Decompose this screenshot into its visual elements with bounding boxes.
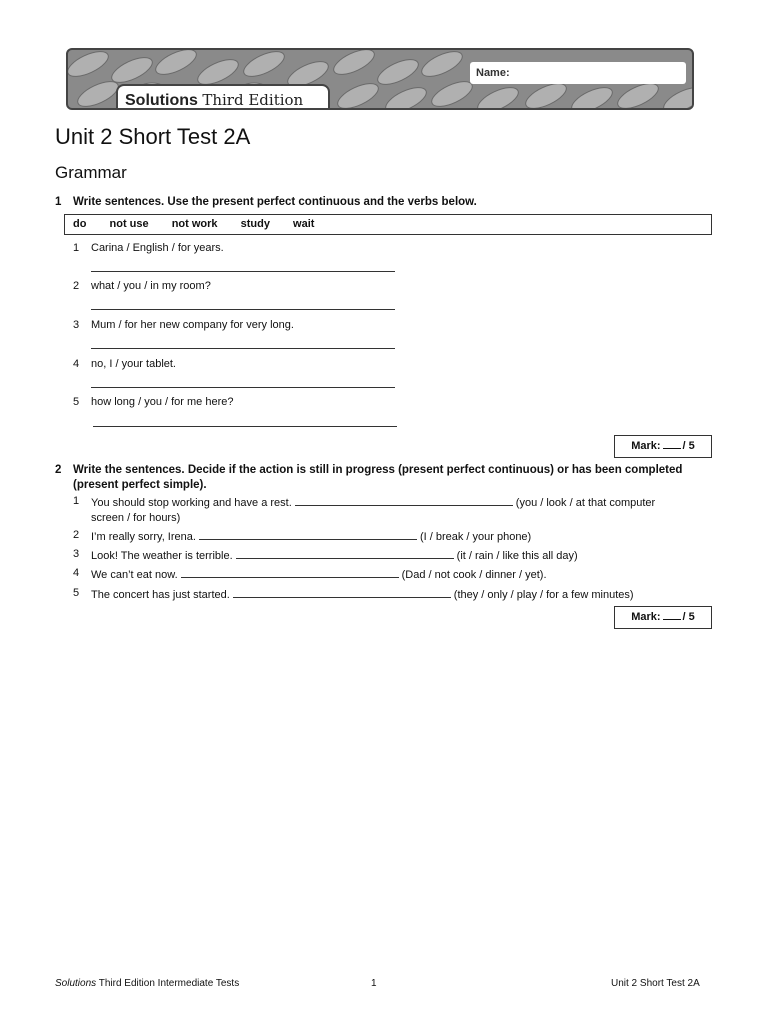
item-number: 3 bbox=[73, 548, 80, 560]
verb: do bbox=[73, 218, 87, 230]
item-number: 1 bbox=[73, 242, 80, 254]
item-number: 1 bbox=[73, 495, 80, 507]
verb: study bbox=[240, 218, 270, 230]
answer-blank[interactable] bbox=[295, 494, 513, 506]
exercise-2-heading bbox=[55, 463, 713, 493]
brand-bold: Solutions bbox=[125, 92, 198, 109]
page-title: Unit 2 Short Test 2A bbox=[55, 124, 251, 149]
answer-blank[interactable] bbox=[181, 566, 399, 578]
list-item bbox=[73, 494, 655, 526]
item-text-before: We can’t eat now. bbox=[91, 569, 178, 581]
answer-blank[interactable] bbox=[236, 547, 454, 559]
mark-total: / 5 bbox=[682, 611, 695, 623]
item-text-after: (you / look / at that computer bbox=[515, 497, 656, 509]
answer-line[interactable] bbox=[91, 387, 395, 388]
footer-left bbox=[55, 978, 239, 989]
item-text-before: You should stop working and have a rest. bbox=[91, 497, 292, 509]
exercise-number: 1 bbox=[55, 196, 62, 208]
item-prompt: no, I / your tablet. bbox=[91, 358, 176, 370]
item-text-after: (they / only / play / for a few minutes) bbox=[453, 589, 634, 601]
name-label: Name: bbox=[476, 67, 510, 79]
list-item bbox=[73, 528, 531, 545]
name-field[interactable] bbox=[470, 62, 686, 84]
list-item bbox=[73, 547, 578, 564]
list-item bbox=[73, 395, 233, 410]
verb: not work bbox=[171, 218, 218, 230]
list-item bbox=[73, 241, 224, 256]
mark-label: Mark: bbox=[631, 611, 661, 623]
mark-box[interactable] bbox=[614, 435, 712, 458]
mark-blank bbox=[663, 609, 681, 620]
answer-line[interactable] bbox=[93, 426, 397, 427]
item-number: 2 bbox=[73, 280, 80, 292]
list-item bbox=[73, 279, 211, 294]
exercise-instruction: Write the sentences. Decide if the action is still in progress (present perfect continuous) or has been completed (present perfect simple). bbox=[73, 464, 683, 491]
brand-logo bbox=[116, 84, 330, 110]
item-text-before: The concert has just started. bbox=[91, 589, 230, 601]
item-text-after: (it / rain / like this all day) bbox=[456, 550, 578, 562]
item-prompt: how long / you / for me here? bbox=[91, 396, 234, 408]
item-number: 5 bbox=[73, 587, 80, 599]
mark-label: Mark: bbox=[631, 440, 661, 452]
item-number: 2 bbox=[73, 529, 80, 541]
item-prompt: Mum / for her new company for very long. bbox=[91, 319, 294, 331]
mark-blank bbox=[663, 438, 681, 449]
footer-right: Unit 2 Short Test 2A bbox=[611, 978, 700, 989]
item-number: 3 bbox=[73, 319, 80, 331]
list-item bbox=[73, 566, 547, 583]
exercise-number: 2 bbox=[55, 464, 62, 476]
item-text-after: (Dad / not cook / dinner / yet). bbox=[401, 569, 547, 581]
answer-line[interactable] bbox=[91, 271, 395, 272]
list-item bbox=[73, 318, 294, 333]
item-text-before: Look! The weather is terrible. bbox=[91, 550, 233, 562]
answer-line[interactable] bbox=[91, 348, 395, 349]
verb: not use bbox=[109, 218, 149, 230]
header-banner bbox=[66, 48, 694, 110]
answer-line[interactable] bbox=[91, 309, 395, 310]
item-text-before: I’m really sorry, Irena. bbox=[91, 531, 196, 543]
verb-box bbox=[64, 214, 712, 235]
item-number: 4 bbox=[73, 567, 80, 579]
mark-total: / 5 bbox=[682, 440, 695, 452]
exercise-instruction: Write sentences. Use the present perfect continuous and the verbs below. bbox=[73, 196, 477, 208]
section-title: Grammar bbox=[55, 163, 127, 182]
list-item bbox=[73, 357, 176, 372]
item-prompt: Carina / English / for years. bbox=[91, 242, 224, 254]
item-prompt: what / you / in my room? bbox=[91, 280, 211, 292]
footer-italic: Solutions bbox=[55, 978, 97, 989]
answer-blank[interactable] bbox=[199, 528, 417, 540]
verb: wait bbox=[293, 218, 315, 230]
answer-blank[interactable] bbox=[233, 586, 451, 598]
footer-left-text: Third Edition Intermediate Tests bbox=[98, 978, 240, 989]
item-number: 5 bbox=[73, 396, 80, 408]
item-number: 4 bbox=[73, 358, 80, 370]
exercise-1-heading bbox=[55, 195, 713, 210]
item-text-after: (I / break / your phone) bbox=[419, 531, 532, 543]
page-number: 1 bbox=[371, 978, 377, 989]
brand-rest: Third Edition bbox=[202, 91, 304, 109]
item-text-cont: screen / for hours) bbox=[91, 512, 181, 524]
mark-box[interactable] bbox=[614, 606, 712, 629]
list-item bbox=[73, 586, 634, 603]
